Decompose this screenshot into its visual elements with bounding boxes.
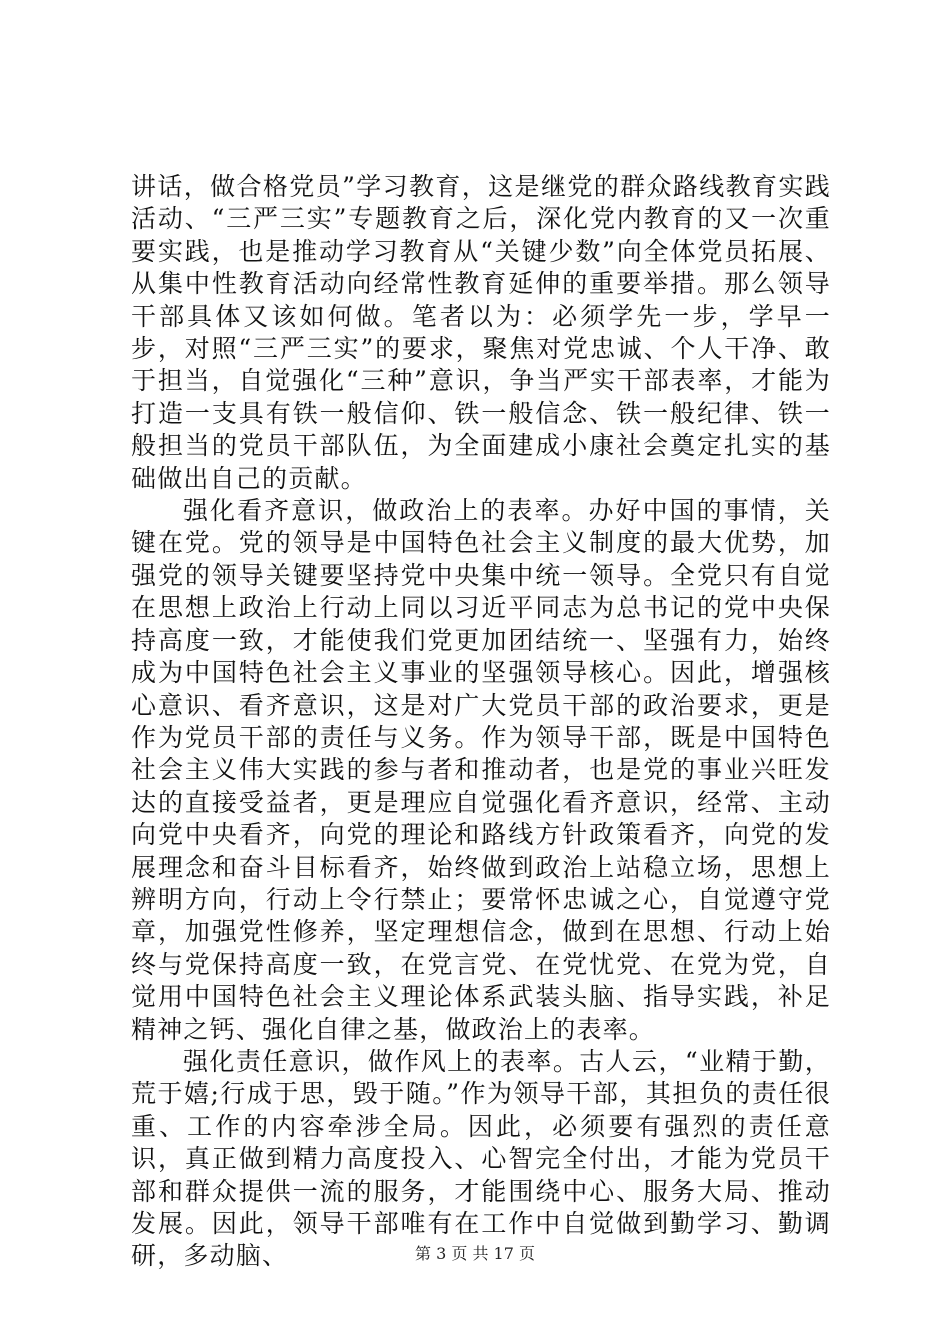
paragraph-responsibility-awareness: 强化责任意识，做作风上的表率。古人云，“业精于勤，荒于嬉;行成于思，毁于随。”作为领导干部，其担负的责任很重、工作的内容牵涉全局。因此，必须要有强烈的责任意识，真正做到精力高度投入、心智完全付出，才能为党员干部和群众提供一流的服务，才能围绕中心、服务大局、推动发展。因此，领导干部唯有在工作中自觉做到勤学习、勤调研，多动脑、: [131, 1046, 831, 1271]
paragraph-intro: 讲话，做合格党员”学习教育，这是继党的群众路线教育实践活动、“三严三实”专题教育之后，深化党内教育的又一次重要实践，也是推动学习教育从“关键少数”向全体党员拓展、从集中性教育活动向经常性教育延伸的重要举措。那么领导干部具体又该如何做。笔者以为：必须学先一步，学早一步，对照“三严三实”的要求，聚焦对党忠诚、个人干净、敢于担当，自觉强化“三种”意识，争当严实干部表率，才能为打造一支具有铁一般信仰、铁一般信念、铁一般纪律、铁一般担当的党员干部队伍，为全面建成小康社会奠定扎实的基础做出自己的贡献。: [131, 172, 831, 493]
paragraph-alignment-awareness: 强化看齐意识，做政治上的表率。办好中国的事情，关键在党。党的领导是中国特色社会主义制度的最大优势，加强党的领导关键要坚持党中央集中统一领导。全党只有自觉在思想上政治上行动上同以习近平同志为总书记的党中央保持高度一致，才能使我们党更加团结统一、坚强有力，始终成为中国特色社会主义事业的坚强领导核心。因此，增强核心意识、看齐意识，这是对广大党员干部的政治要求，更是作为党员干部的责任与义务。作为领导干部，既是中国特色社会主义伟大实践的参与者和推动者，也是党的事业兴旺发达的直接受益者，更是理应自觉强化看齐意识，经常、主动向党中央看齐，向党的理论和路线方针政策看齐，向党的发展理念和奋斗目标看齐，始终做到政治上站稳立场，思想上辨明方向，行动上令行禁止；要常怀忠诚之心，自觉遵守党章，加强党性修养，坚定理想信念，做到在思想、行动上始终与党保持高度一致，在党言党、在党忧党、在党为党，自觉用中国特色社会主义理论体系武装头脑、指导实践，补足精神之钙、强化自律之基，做政治上的表率。: [131, 496, 831, 1044]
document-body: [131, 171, 831, 1273]
page-number-footer: 第 3 页 共 17 页: [415, 1244, 535, 1263]
